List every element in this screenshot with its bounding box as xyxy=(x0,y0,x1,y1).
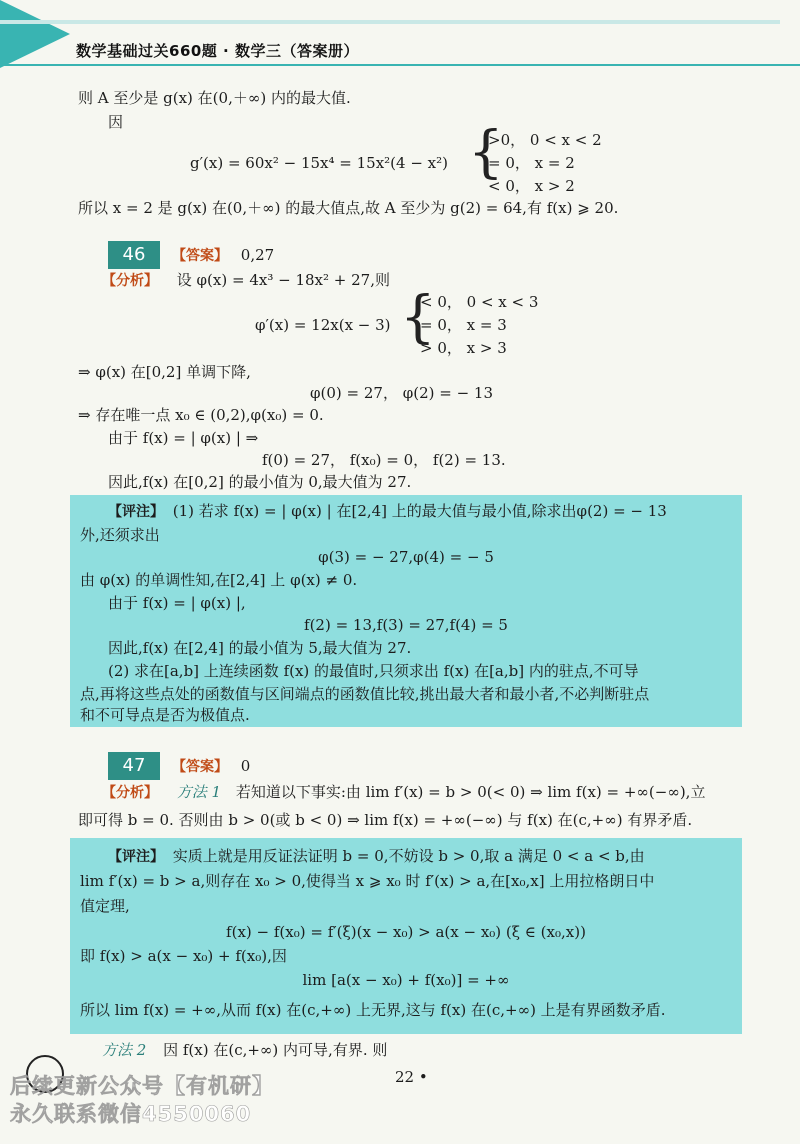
page-header xyxy=(0,0,800,70)
phi-derivative: φ′(x) = 12x(x − 3) xyxy=(255,316,391,334)
header-triangle-decoration xyxy=(0,0,70,68)
note46-line-3: 由 φ(x) 的单调性知,在[2,4] 上 φ(x) ≠ 0. xyxy=(80,571,358,589)
intro-conclusion: 所以 x = 2 是 g(x) 在(0,＋∞) 的最大值点,故 A 至少为 g(2) = 64,有 f(x) ⩾ 20. xyxy=(78,199,619,217)
g-case-3: < 0， x > 2 xyxy=(488,177,575,195)
q46-values-2: f(0) = 27， f(x₀) = 0， f(2) = 13. xyxy=(262,451,506,469)
note46-line-1 xyxy=(108,501,667,522)
q46-setup: 设 φ(x) = 4x³ − 18x² + 27,则 xyxy=(176,271,390,289)
q47-analysis-row xyxy=(102,782,705,803)
commentary-tag: 【评注】 xyxy=(108,504,164,520)
left-brace: { xyxy=(400,285,436,350)
note46-line-7: 点,再将这些点处的函数值与区间端点的函数值比较,挑出最大者和最小者,不必判断驻点 xyxy=(80,685,650,703)
note47-line-5: 所以 lim f(x) = +∞,从而 f(x) 在(c,+∞) 上无界,这与 f(x) 在(c,+∞) 上是有界函数矛盾. xyxy=(80,1001,666,1019)
note47-line-1 xyxy=(108,846,645,867)
left-brace: { xyxy=(468,120,504,185)
q47-line-1: 若知道以下事实:由 lim f′(x) = b > 0(< 0) ⇒ lim f(x) = +∞(−∞),立 xyxy=(235,783,706,801)
q46-step-3: 由于 f(x) = | φ(x) | ⇒ xyxy=(108,429,259,447)
analysis-tag: 【分析】 xyxy=(102,273,158,289)
header-rule xyxy=(0,64,800,66)
note46-line-4: 由于 f(x) = | φ(x) |, xyxy=(108,594,246,612)
method-1-label: 方法 1 xyxy=(176,783,222,801)
q47-method-2-row xyxy=(102,1040,387,1060)
analysis-tag: 【分析】 xyxy=(102,785,158,801)
note47-line-4: 即 f(x) > a(x − x₀) + f(x₀),因 xyxy=(80,947,287,965)
q46-step-2: ⇒ 存在唯一点 x₀ ∈ (0,2),φ(x₀) = 0. xyxy=(78,406,324,424)
phi-case-1: < 0， 0 < x < 3 xyxy=(420,293,539,311)
note46-eq-1: φ(3) = − 27,φ(4) = − 5 xyxy=(318,548,494,566)
q46-analysis-row xyxy=(102,270,390,291)
phi-case-2: = 0， x = 3 xyxy=(420,316,507,334)
q47-line-2: 即可得 b = 0. 否则由 b > 0(或 b < 0) ⇒ lim f(x) = +∞(−∞) 与 f(x) 在(c,+∞) 有界矛盾. xyxy=(78,811,693,829)
q46-answer-row xyxy=(172,245,274,266)
watermark-line-2: 永久联系微信4550060 xyxy=(10,1102,252,1126)
note47-eq-2: lim [a(x − x₀) + f(x₀)] = +∞ xyxy=(302,971,510,989)
note46-line-1-text: (1) 若求 f(x) = | φ(x) | 在[2,4] 上的最大值与最小值,除求出φ(2) = − 13 xyxy=(172,502,667,520)
note47-eq-1: f(x) − f(x₀) = f′(ξ)(x − x₀) > a(x − x₀) (ξ ∈ (x₀,x)) xyxy=(226,923,586,941)
commentary-tag: 【评注】 xyxy=(108,849,164,865)
note47-line-1-text: 实质上就是用反证法证明 b = 0,不妨设 b > 0,取 a 满足 0 < a < b,由 xyxy=(172,847,645,865)
watermark-line-1: 后续更新公众号【有机研】 xyxy=(10,1074,274,1098)
page-number: 22 • xyxy=(395,1068,428,1086)
commentary-box-47 xyxy=(70,838,742,1034)
note46-line-8: 和不可导点是否为极值点. xyxy=(80,706,250,724)
g-case-1: >0， 0 < x < 2 xyxy=(488,131,602,149)
g-derivative: g′(x) = 60x² − 15x⁴ = 15x²(4 − x²) xyxy=(190,154,448,172)
method-2-label: 方法 2 xyxy=(102,1041,147,1059)
intro-line-1: 则 A 至少是 g(x) 在(0,＋∞) 内的最大值. xyxy=(78,89,351,107)
intro-line-2: 因 xyxy=(108,113,124,131)
g-case-2: = 0， x = 2 xyxy=(488,154,575,172)
note46-eq-2: f(2) = 13,f(3) = 27,f(4) = 5 xyxy=(304,616,508,634)
note46-line-2: 外,还须求出 xyxy=(80,526,160,544)
answer-tag: 【答案】 xyxy=(172,759,228,775)
question-number-47: 47 xyxy=(108,752,160,780)
note47-line-2: lim f′(x) = b > a,则存在 x₀ > 0,使得当 x ⩾ x₀ 时 f′(x) > a,在[x₀,x] 上用拉格朗日中 xyxy=(80,872,655,890)
book-title: 数学基础过关660题 · 数学三（答案册） xyxy=(76,42,359,60)
commentary-box-46 xyxy=(70,495,742,727)
question-number-46: 46 xyxy=(108,241,160,269)
q46-step-1: ⇒ φ(x) 在[0,2] 单调下降, xyxy=(78,363,251,381)
method-2-text: 因 f(x) 在(c,+∞) 内可导,有界. 则 xyxy=(163,1041,388,1059)
q47-answer: 0 xyxy=(240,757,251,775)
note46-line-6: (2) 求在[a,b] 上连续函数 f(x) 的最值时,只须求出 f(x) 在[a,b] 内的驻点,不可导 xyxy=(108,662,639,680)
answer-tag: 【答案】 xyxy=(172,248,228,264)
header-strip xyxy=(0,20,780,24)
note46-line-5: 因此,f(x) 在[2,4] 的最小值为 5,最大值为 27. xyxy=(108,639,412,657)
phi-case-3: > 0， x > 3 xyxy=(420,339,507,357)
q46-conclusion: 因此,f(x) 在[0,2] 的最小值为 0,最大值为 27. xyxy=(108,473,412,491)
q47-answer-row xyxy=(172,756,250,777)
note47-line-3: 值定理, xyxy=(80,897,130,915)
q46-values-1: φ(0) = 27， φ(2) = − 13 xyxy=(310,384,493,402)
q46-answer: 0,27 xyxy=(240,246,275,264)
